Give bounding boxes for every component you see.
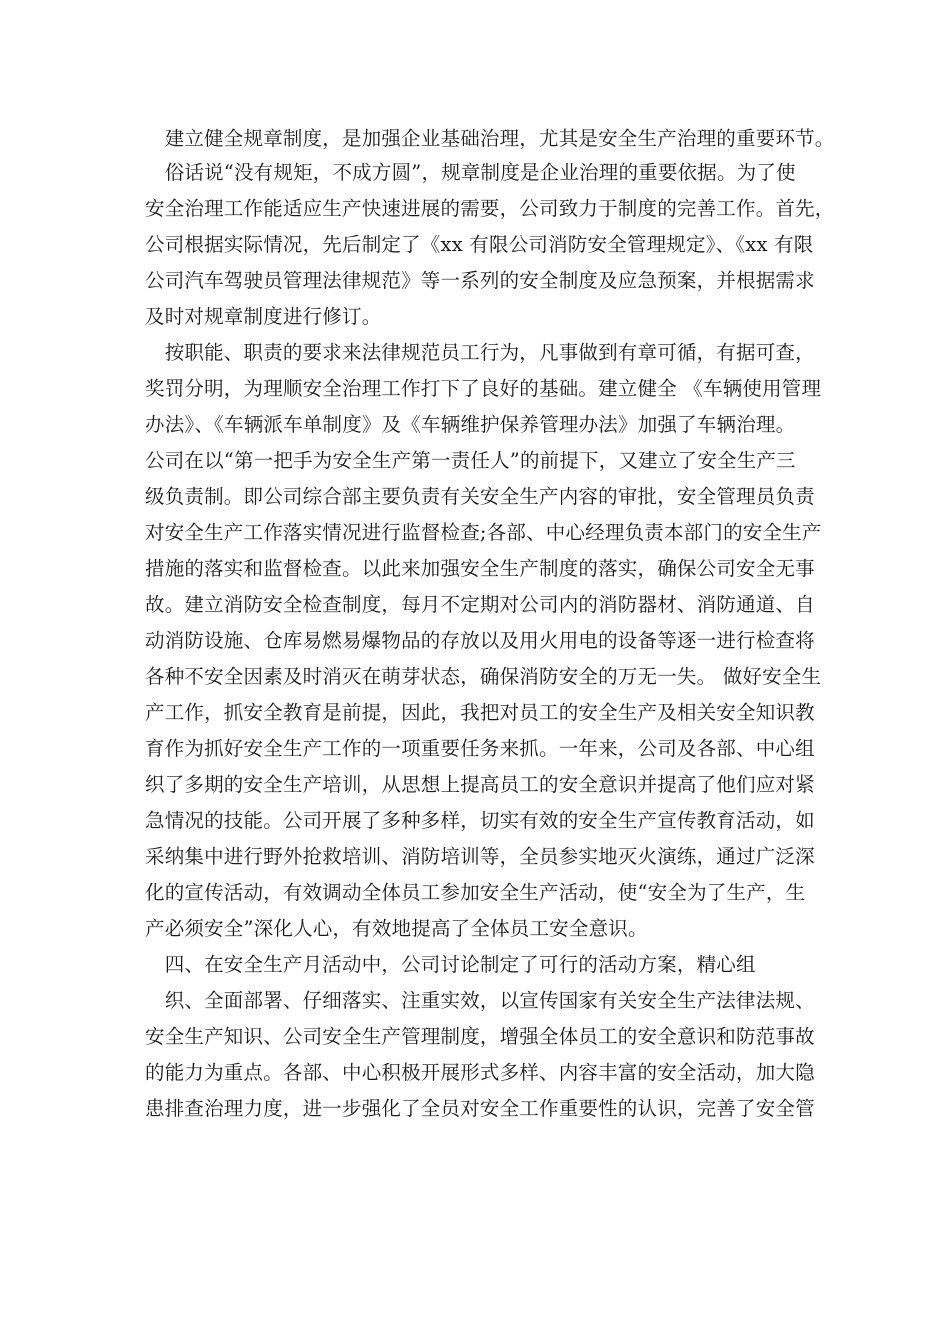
text-line: 措施的落实和监督检查。以此来加强安全生产制度的落实，确保公司安全无事	[145, 557, 815, 580]
text-line: 患排查治理力度，进一步强化了全员对安全工作重要性的认识，完善了安全管	[145, 1097, 815, 1120]
text-line: 安全生产知识、公司安全生产管理制度，增强全体员工的安全意识和防范事故	[145, 1025, 815, 1048]
text-line: 俗话说“没有规矩，不成方圆”，规章制度是企业治理的重要依据。为了使	[145, 161, 796, 184]
text-line: 按职能、职责的要求来法律规范员工行为，凡事做到有章可循，有据可查，	[145, 341, 815, 364]
text-line: 级负责制。即公司综合部主要负责有关安全生产内容的审批，安全管理员负责	[145, 485, 815, 508]
text-line: 采纳集中进行野外抢救培训、消防培训等，全员参实地灭火演练，通过广泛深	[145, 845, 815, 868]
text-line: 产工作，抓安全教育是前提，因此，我把对员工的安全生产及相关安全知识教	[145, 701, 815, 724]
text-line: 建立健全规章制度，是加强企业基础治理，尤其是安全生产治理的重要环节。	[145, 127, 835, 150]
text-line: 奖罚分明，为理顺安全治理工作打下了良好的基础。建立健全 《车辆使用管理	[145, 377, 822, 400]
text-line: 公司根据实际情况，先后制定了《xx 有限公司消防安全管理规定》、《xx 有限	[145, 233, 814, 256]
text-line: 织了多期的安全生产培训，从思想上提高员工的安全意识并提高了他们应对紧	[145, 773, 815, 796]
text-line: 动消防设施、仓库易燃易爆物品的存放以及用火用电的设备等逐一进行检查将	[145, 629, 815, 652]
text-line: 公司汽车驾驶员管理法律规范》等一系列的安全制度及应急预案，并根据需求	[145, 269, 815, 292]
text-line: 产必须安全”深化人心，有效地提高了全体员工安全意识。	[145, 917, 648, 940]
text-line: 对安全生产工作落实情况进行监督检查;各部、中心经理负责本部门的安全生产	[145, 521, 822, 544]
text-line: 急情况的技能。公司开展了多种多样，切实有效的安全生产宣传教育活动，如	[145, 809, 815, 832]
text-line: 公司在以“第一把手为安全生产第一责任人”的前提下，又建立了安全生产三	[145, 449, 796, 472]
text-line: 的能力为重点。各部、中心积极开展形式多样、内容丰富的安全活动，加大隐	[145, 1061, 815, 1084]
text-line: 化的宣传活动，有效调动全体员工参加安全生产活动，使“安全为了生产，生	[145, 881, 806, 904]
text-line: 办法》、《车辆派车单制度》及《车辆维护保养管理办法》加强了车辆治理。	[145, 413, 796, 436]
text-line: 织、全面部署、仔细落实、注重实效，以宣传国家有关安全生产法律法规、	[145, 989, 815, 1012]
text-line: 及时对规章制度进行修订。	[145, 305, 382, 328]
text-line: 育作为抓好安全生产工作的一项重要任务来抓。一年来，公司及各部、中心组	[145, 737, 815, 760]
text-line: 四、在安全生产月活动中，公司讨论制定了可行的活动方案，精心组	[145, 953, 756, 976]
text-line: 各种不安全因素及时消灭在萌芽状态，确保消防安全的万无一失。 做好安全生	[145, 665, 822, 688]
text-line: 故。建立消防安全检查制度，每月不定期对公司内的消防器材、消防通道、自	[145, 593, 815, 616]
text-line: 安全治理工作能适应生产快速进展的需要，公司致力于制度的完善工作。首先，	[145, 197, 835, 220]
